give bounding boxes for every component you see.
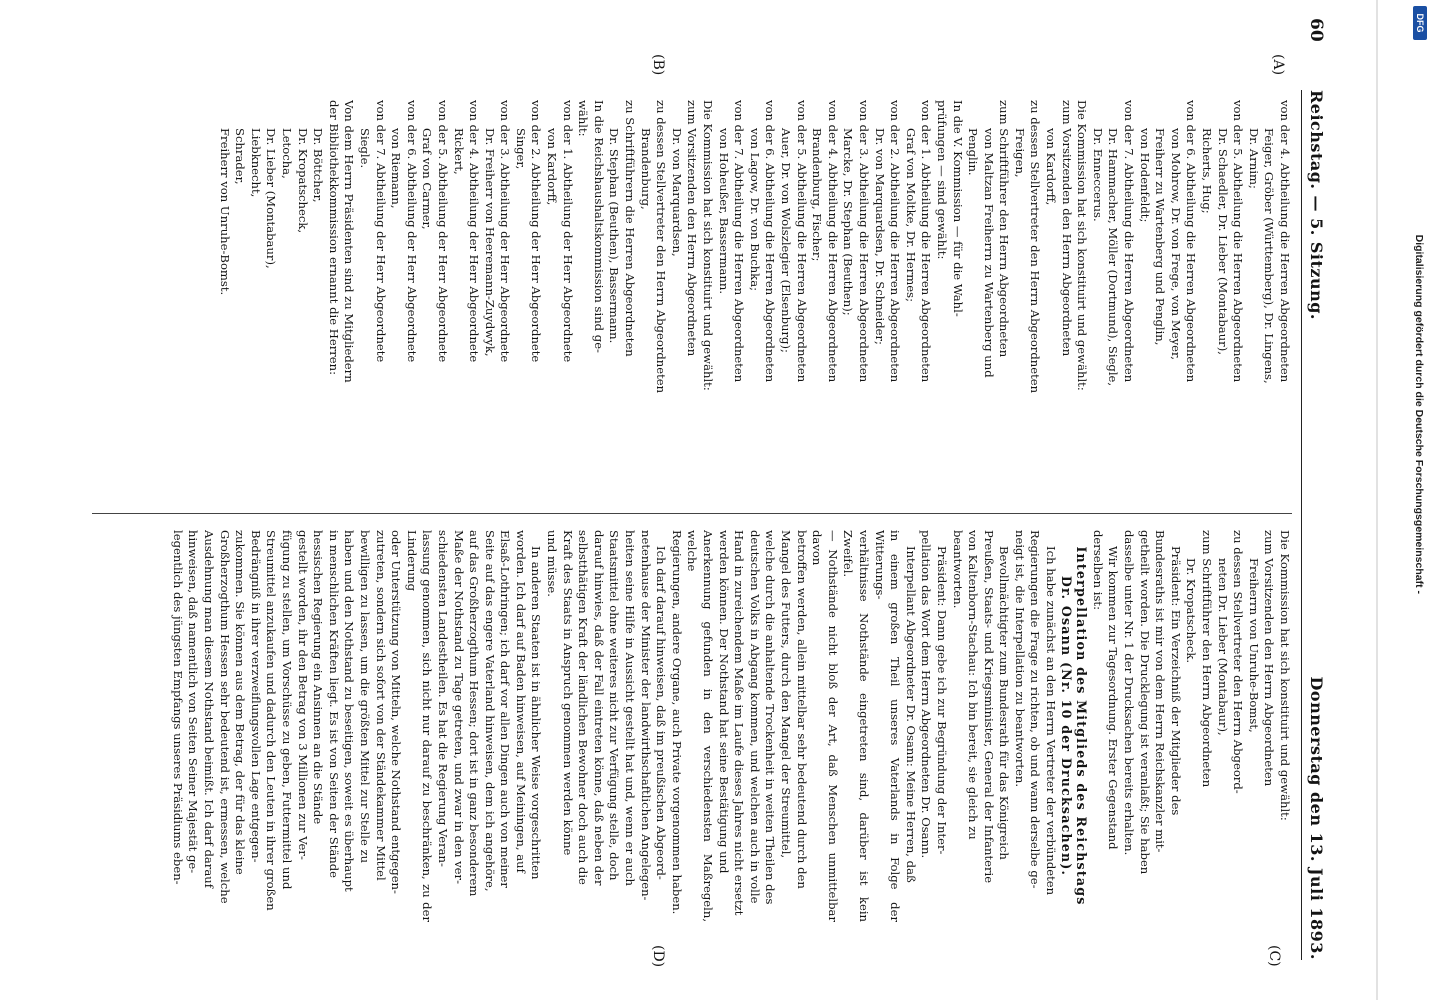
- text-line: beantworten.: [950, 530, 965, 609]
- text-line: Ich darf darauf hinweisen, daß im preußischen Abgeord-: [654, 546, 669, 880]
- text-line: Bevollmächtigter zum Bundesrath für das Königreich: [997, 546, 1012, 860]
- text-line: In die V. Kommission — für die Wahl-: [950, 100, 965, 317]
- text-line: Maße der Nothstand zu Tage getreten, und zwar in den ver-: [451, 530, 466, 884]
- text-line: Mangel des Futters, durch den Mangel der Streumittel,: [779, 530, 793, 859]
- text-line: lassung genommen, sich nicht nur darauf zu beschränken, zu der Linderung: [404, 530, 435, 922]
- text-line: Von dem Herrn Präsidenten sind zu Mitgliedern: [342, 100, 357, 383]
- text-line: Bundesraths ist mir von dem Herrn Reichskanzler mit-: [1153, 530, 1168, 853]
- text-line: haben und den Nothstand zu beseitigen, soweit es überhaupt: [342, 530, 357, 892]
- text-line: Penglin.: [966, 128, 981, 176]
- text-line: Preußen, Staats- und Kriegsminister, General der Infanterie: [981, 530, 996, 884]
- text-line: Die Kommission hat sich konstituirt und gewählt:: [701, 100, 716, 391]
- page-number: 60: [1306, 18, 1326, 42]
- text-line: Großherzogthum Hessen sehr bedeutend ist, ermessen, welche: [217, 530, 232, 904]
- text-line: von der 3. Abtheilung der Herr Abgeordnete: [498, 100, 513, 363]
- margin-letter-a: (A): [1270, 54, 1286, 76]
- text-line: zu Schriftführern die Herren Abgeordneten: [623, 100, 638, 357]
- text-line: von Mohrow, Dr. von Frege, von Meyer,: [1168, 128, 1183, 360]
- text-line: Dr. Lieber (Montabaur),: [264, 128, 279, 269]
- text-line: Dr. Kropatscheck.: [1184, 558, 1199, 664]
- text-line: Präsident: Dann gebe ich zur Begründung der Inter-: [934, 546, 949, 855]
- text-line: von der 6. Abtheilung die Herren Abgeordneten: [1184, 100, 1199, 383]
- text-line: zum Vorsitzenden den Herrn Abgeordneten: [1262, 530, 1277, 787]
- text-line: zum Vorsitzenden den Herrn Abgeordneten: [685, 100, 700, 357]
- text-line: Freiherr zu Wartenberg und Penglin,: [1153, 128, 1168, 346]
- text-line: Anerkennung gefunden in den verschiedensten Maßregeln, welche: [685, 530, 716, 922]
- text-line: zum Schriftführer den Herrn Abgeordneten: [1200, 530, 1215, 788]
- text-line: von der 2. Abtheilung die Herren Abgeordneten: [888, 100, 903, 383]
- text-line: wählt:: [576, 100, 591, 137]
- text-line: Graf von Carmer,: [420, 128, 435, 230]
- text-line: Präsident: Ein Verzeichniß der Mitglieder des: [1168, 546, 1183, 816]
- text-line: schiedensten Landestheilen. Es hat die Regierung Veran-: [435, 530, 450, 867]
- text-line: Marcke, Dr. Stephan (Beuthen);: [841, 128, 856, 316]
- text-line: in menschlichen Kräften liegt. Es ist von Seiten der Stände: [326, 530, 341, 879]
- rotated-page: [6, 10, 1366, 990]
- text-line: bewilligen zu lassen, um die größten Mittel zur Stelle zu: [357, 530, 372, 864]
- text-line: deutschen Volks in Abgang kommen, und welchen auch in volle: [747, 530, 762, 904]
- text-line: Letocha,: [280, 128, 294, 179]
- text-line: Singer,: [513, 128, 528, 170]
- text-line: auf das Großherzogthum Hessen; dort ist in ganz besonderem: [467, 530, 482, 897]
- text-line: von der 4. Abtheilung die Herren Abgeordneten: [1278, 100, 1292, 383]
- text-line: von Hoheußer, Bassermann.: [716, 128, 731, 295]
- column-rule: [92, 513, 1292, 514]
- text-line: Dr. Kropatscheck,: [295, 128, 310, 234]
- text-line: von der 6. Abtheilung die Herren Abgeordneten: [763, 100, 778, 383]
- text-line: von der 7. Abtheilung der Herr Abgeordnete: [373, 100, 388, 363]
- text-line: hessischen Regierung ein Ansinnen an die Stände: [311, 530, 326, 825]
- text-line: derselben ist:: [1090, 530, 1105, 611]
- text-line: von Kardorff,: [545, 128, 560, 206]
- text-line: von der 6. Abtheilung der Herr Abgeordnete: [404, 100, 419, 363]
- left-column: [52, 100, 1292, 492]
- dfg-logo-text: DFG: [1415, 13, 1425, 33]
- text-line: dasselbe unter Nr. 1 der Drucksachen bereits erhalten.: [1122, 530, 1137, 856]
- text-line: Dr. von Marquardsen, Dr. Schneider;: [872, 128, 887, 345]
- text-line: In die Reichshaushaltskommission sind ge-: [591, 100, 606, 353]
- text-line: Dr. Osann (Nr. 10 der Drucksachen).: [1058, 575, 1074, 877]
- text-line: Auer, Dr. von Wolszlegier (Elsenburg);: [779, 128, 793, 353]
- text-line: von der 4. Abtheilung die Herren Abgeordneten: [825, 100, 840, 383]
- text-line: Elsaß-Lothringen; ich darf vor allen Dingen auch von meiner: [498, 530, 513, 888]
- text-line: Brandenburg, Fischer;: [810, 128, 825, 262]
- right-column: [52, 530, 1292, 922]
- text-line: zum Vorsitzenden den Herrn Abgeordneten: [1059, 100, 1074, 357]
- text-line: prüfungen — sind gewählt:: [934, 100, 949, 260]
- text-line: zu dessen Stellvertreter den Herrn Abgeordneten: [1028, 100, 1043, 394]
- text-line: — Nothstände nicht bloß der Art, daß Menschen unmittelbar davon: [810, 530, 840, 922]
- text-line: Freiherrn von Unruhe-Bomst,: [1246, 558, 1261, 733]
- text-line: oder Unterstützung von Mitteln, welche Nothstand entgegen-: [389, 530, 404, 894]
- text-line: von der 1. Abtheilung der Herr Abgeordnete: [560, 100, 575, 363]
- text-line: Die Kommission hat sich konstituirt und gewählt:: [1075, 100, 1090, 391]
- text-line: von der 5. Abtheilung die Herren Abgeordneten: [1231, 100, 1246, 383]
- text-line: Richerts, Hug;: [1200, 128, 1215, 214]
- text-line: Kraft des Staats in Anspruch genommen werden könne: [560, 530, 575, 856]
- text-line: Wir kommen zur Tagesordnung. Erster Gegenstand: [1106, 546, 1121, 850]
- text-line: Dr. Arnim;: [1246, 128, 1261, 189]
- text-line: Dr. von Marquardsen,: [669, 128, 684, 257]
- text-line: von Maltzan Freiherrn zu Wartenberg und: [981, 128, 996, 378]
- credit-text: Digitalisierung gefördert durch die Deutsche Forschungsgemeinschaft -: [1413, 234, 1425, 594]
- margin-letter-d: (D): [650, 945, 666, 968]
- text-line: Liebknecht,: [248, 128, 263, 198]
- text-line: von Lagow, Dr. von Buchka;: [747, 128, 762, 292]
- text-line: Freigen,: [1012, 128, 1027, 178]
- text-line: Hand in zureichendem Maße im Laufe dieses Jahres nicht ersetzt: [732, 530, 747, 916]
- text-line: von der 1. Abtheilung die Herren Abgeordneten: [919, 100, 934, 383]
- text-line: selbstthätigen Kraft der ländlichen Bewohner doch auch die: [576, 530, 591, 885]
- header-rule: [1301, 90, 1302, 960]
- text-line: fügung zu stellen, um Vorschüsse zu geben, Futtermittel und: [280, 530, 294, 890]
- running-head-left: Reichstag. — 5. Sitzung.: [1307, 90, 1326, 320]
- text-line: von der 7. Abtheilung die Herren Abgeordneten: [1122, 100, 1137, 383]
- digitization-credit: [1410, 4, 1428, 594]
- text-line: Siegle.: [357, 128, 372, 169]
- text-line: betroffen werden, allein mittelbar sehr bedeutend durch den: [794, 530, 809, 889]
- text-line: Freiherr von Unruhe-Bomst.: [217, 128, 232, 296]
- running-head-right: Donnerstag den 13. Juli 1893.: [1307, 676, 1326, 960]
- text-line: Dr. Stephan (Beuthen), Bassermann.: [607, 128, 622, 344]
- text-line: Seite auf das engere Vaterland hinweisen, dem ich angehöre,: [482, 530, 497, 892]
- text-line: heiten seine Hilfe in Aussicht gestellt hat und, wenn er auch: [623, 530, 638, 887]
- text-line: und müsse.: [545, 530, 560, 597]
- text-line: Schrader,: [233, 128, 248, 185]
- text-line: Dr. Freiherr von Heeremann-Zuydwyk,: [482, 128, 497, 357]
- text-line: Graf von Moltke, Dr. Hermes;: [903, 128, 918, 303]
- text-line: zutreten, sondern sich sofort von der Ständekammer Mittel: [373, 530, 388, 881]
- text-line: In anderen Staaten ist in ähnlicher Weise vorgeschritten: [529, 546, 544, 880]
- text-line: welche durch die anhaltende Trockenheit in weiten Theilen des: [763, 530, 778, 905]
- text-line: gestellt worden, ihr den Betrag von 3 Millionen zur Ver-: [295, 530, 310, 860]
- text-line: netenhause der Minister der landwirthschaftlichen Angelegen-: [638, 530, 653, 901]
- text-line: Dr. Hammacher, Möller (Dortmund), Siegle,: [1106, 128, 1121, 387]
- text-line: werden können. Der Nothstand hat seine Bestätigung und: [716, 530, 731, 874]
- text-line: worden. Ich darf auf Baden hinweisen, auf Meiningen, auf: [513, 530, 528, 873]
- margin-letter-b: (B): [650, 54, 666, 76]
- text-line: Interpellation des Mitglieds des Reichstags: [1074, 546, 1090, 906]
- text-line: legentlich des jüngsten Empfangs unseres Präsidiums eben-: [170, 530, 185, 885]
- text-line: von der 2. Abtheilung der Herr Abgeordnete: [529, 100, 544, 363]
- text-line: von der 5. Abtheilung der Herr Abgeordnete: [435, 100, 450, 363]
- text-line: Ich habe zunächst an den Herrn Vertreter der verbündeten: [1044, 546, 1059, 896]
- text-line: in einem großen Theil unseres Vaterlands in Folge der Witterungs-: [872, 530, 903, 922]
- text-line: Dr. Enneccerus.: [1090, 128, 1105, 222]
- text-line: von Kardorff,: [1044, 128, 1059, 206]
- text-line: zu dessen Stellvertreter den Herrn Abgeord-: [1231, 530, 1246, 794]
- text-line: von Kaltenborn-Stachau: Ich bin bereit, sie gleich zu: [966, 530, 981, 840]
- text-line: von der 3. Abtheilung die Herren Abgeordneten: [856, 100, 871, 383]
- text-line: Interpellant Abgeordneter Dr. Osann: Meine Herren, daß: [903, 546, 918, 883]
- text-line: zu dessen Stellvertreter den Herrn Abgeordneten: [654, 100, 669, 394]
- text-line: von Riemann,: [389, 128, 404, 209]
- text-line: von Hodenfeldt;: [1137, 128, 1152, 223]
- text-line: Feiger, Gröber (Württemberg), Dr. Lingens,: [1262, 128, 1277, 384]
- text-line: Streumittel anzukaufen und dadurch den Leuten in ihrer großen: [264, 530, 279, 911]
- text-line: Ausdehnung man diesem Nothstand beimißt. Ich darf darauf: [202, 530, 217, 889]
- text-line: darauf hinwies, daß der Fall eintreten könne, daß neben der: [591, 530, 606, 886]
- text-line: Rickert,: [451, 128, 466, 175]
- text-line: pellation das Wort dem Herrn Abgeordneten Dr. Osann.: [919, 530, 934, 859]
- text-line: Bedrängniß in ihrer verzweiflungsvollen Lage entgegen-: [248, 530, 263, 863]
- text-line: Dr. Schaedler, Dr. Lieber (Montabaur),: [1215, 128, 1230, 355]
- margin-letter-c: (C): [1266, 945, 1282, 967]
- text-line: Die Kommission hat sich konstituirt und gewählt:: [1278, 530, 1292, 821]
- text-line: getheilt worden. Die Drucklegung ist veranlaßt; Sie haben: [1137, 530, 1152, 875]
- text-line: von der 5. Abtheilung die Herren Abgeordneten: [794, 100, 809, 383]
- dfg-logo: [1413, 6, 1427, 40]
- text-line: zukommen. Sie können aus dem Betrag, der für das kleine: [233, 530, 248, 875]
- text-line: der Bibliothekkommission ernannt die Herren:: [326, 100, 341, 376]
- text-line: verhältnisse Nothstände eingetreten sind, darüber ist kein Zweifel.: [841, 530, 871, 922]
- running-head: [1304, 90, 1326, 960]
- text-line: Dr. Böttcher,: [311, 128, 326, 203]
- text-line: neten Dr. Lieber (Montabaur),: [1215, 558, 1230, 736]
- scan-edge: [1376, 0, 1378, 1000]
- text-line: Brandenburg,: [638, 128, 653, 210]
- text-line: hinweisen, daß namentlich von Seiten Seiner Majestät ge-: [186, 530, 201, 874]
- text-line: von der 7. Abtheilung die Herren Abgeordneten: [732, 100, 747, 383]
- text-line: neigt ist, die Interpellation zu beantworten.: [1012, 530, 1027, 788]
- text-line: Regierungen die Frage zu richten, ob und wann derselbe ge-: [1028, 530, 1043, 889]
- text-line: von der 4. Abtheilung der Herr Abgeordnete: [467, 100, 482, 363]
- text-line: Staatsmittel ohne weiteres nicht zur Verfügung stelle, doch: [607, 530, 622, 881]
- text-line: zum Schriftführer den Herrn Abgeordneten: [997, 100, 1012, 358]
- text-line: Regierungen, andere Organe, auch Private vorgenommen haben.: [669, 530, 684, 915]
